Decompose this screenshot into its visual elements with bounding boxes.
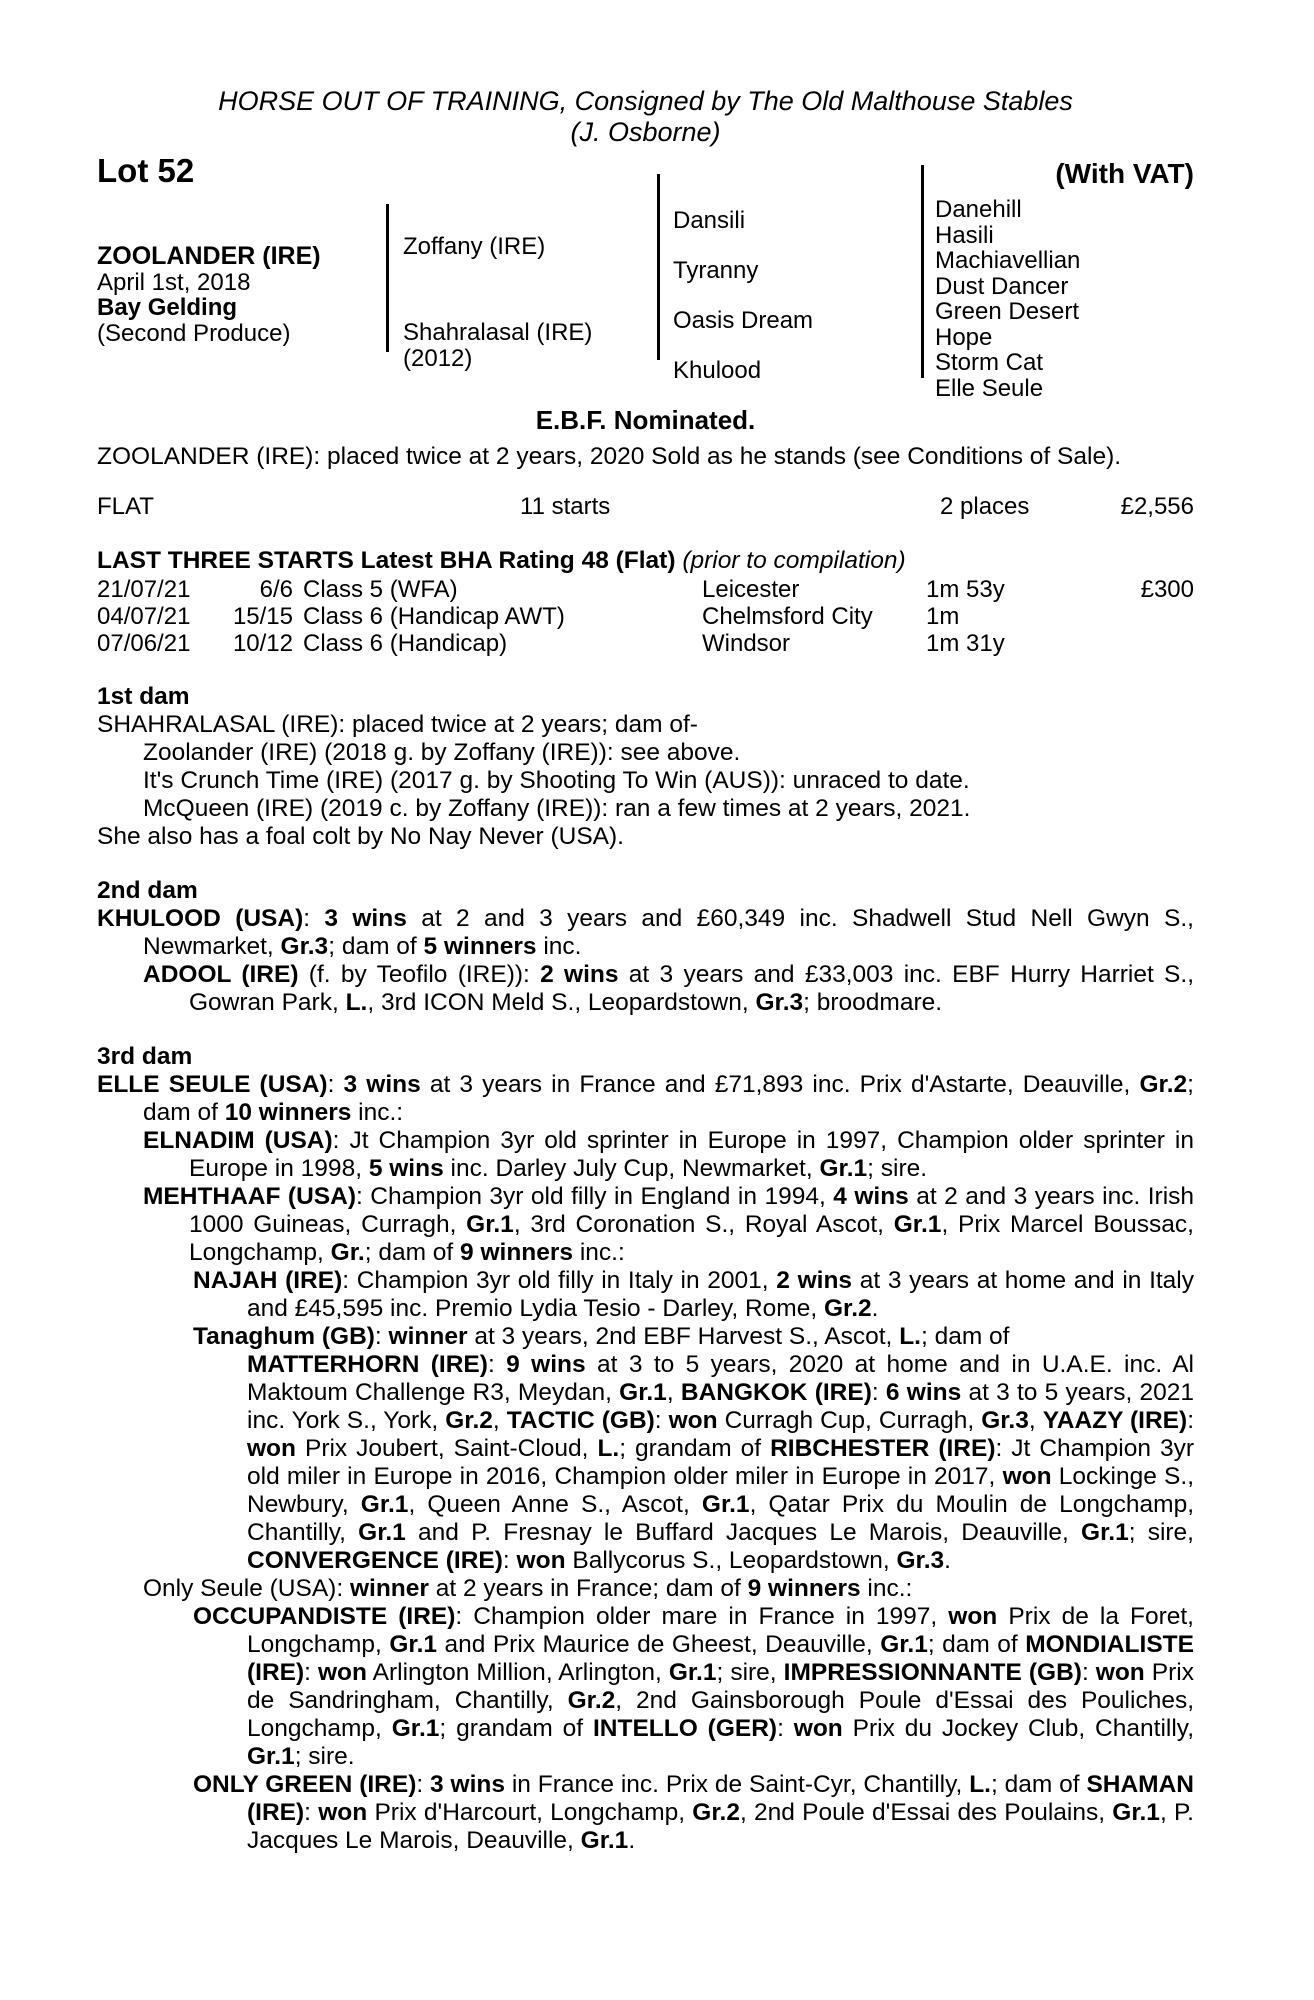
text-segment: : — [487, 1351, 507, 1378]
text-segment: at 3 years, 2nd EBF Harvest S., Ascot, — [467, 1323, 900, 1350]
pedigree-paragraph — [97, 1071, 1194, 1127]
record-earnings: £2,556 — [1120, 493, 1194, 520]
emphasised-text: Gr.1 — [1081, 1519, 1129, 1546]
text-segment: She also has a foal colt by No Nay Never (USA). — [97, 823, 624, 850]
text-segment: at 3 to 5 years, 2020 at home and in U.A.E. inc. Al Maktoum Challenge R3, Meydan, — [247, 1351, 1194, 1406]
ebf-nominated-label: E.B.F. Nominated. — [535, 405, 756, 435]
emphasised-text: BANGKOK (IRE) — [680, 1379, 872, 1406]
pedigree-ancestor: Oasis Dream — [673, 307, 814, 334]
text-segment: : — [303, 905, 325, 932]
text-segment: : — [416, 1771, 431, 1798]
record-starts: 11 starts — [520, 493, 611, 520]
emphasised-text: Gr.1 — [668, 1659, 717, 1686]
emphasised-text: won — [247, 1435, 296, 1462]
pedigree-divider-1 — [386, 204, 389, 352]
text-segment: : Champion 3yr old filly in England in 1994, — [355, 1183, 834, 1210]
pedigree-ancestor: Tyranny — [673, 257, 759, 284]
text-segment: SHAHRALASAL (IRE): placed twice at 2 years; dam of- — [97, 711, 698, 738]
text-segment: ZOOLANDER (IRE): placed twice at 2 years, 2020 Sold as he stands (see Conditions of Sale). — [97, 443, 1122, 470]
race-result-row — [97, 576, 1194, 603]
emphasised-text: Gr.2 — [567, 1687, 616, 1714]
text-segment: : — [871, 1379, 886, 1406]
emphasised-text: RIBCHESTER (IRE) — [770, 1435, 996, 1462]
emphasised-text: Gr.1 — [389, 1631, 438, 1658]
text-segment: ; sire, — [716, 1659, 784, 1686]
last-three-starts-subtitle: (prior to compilation) — [682, 547, 906, 574]
pedigree-ancestor: Danehill — [935, 196, 1022, 223]
pedigree-paragraph — [97, 739, 1194, 767]
race-date: 21/07/21 — [97, 576, 191, 603]
last-three-starts-heading — [97, 547, 1194, 575]
text-segment: Prix de Sandringham, Chantilly, — [247, 1659, 1194, 1714]
pedigree-paragraph — [97, 1603, 1194, 1771]
record-places: 2 places — [940, 493, 1030, 520]
race-course: Windsor — [702, 630, 791, 657]
emphasised-text: won — [516, 1547, 566, 1574]
emphasised-text: 3 wins — [324, 905, 407, 932]
text-segment: ; dam of — [927, 1631, 1026, 1658]
text-segment: . — [871, 1295, 879, 1322]
text-segment: It's Crunch Time (IRE) (2017 g. by Shooting To Win (AUS)): unraced to date. — [143, 767, 970, 794]
emphasised-text: winner — [349, 1575, 429, 1602]
emphasised-text: won — [793, 1715, 843, 1742]
pedigree-paragraph — [97, 1771, 1194, 1855]
pedigree-ancestor: Dust Dancer — [935, 272, 1069, 300]
emphasised-text: Tanaghum (GB) — [193, 1323, 375, 1350]
emphasised-text: MEHTHAAF (USA) — [143, 1183, 356, 1210]
text-segment: Ballycorus S., Leopardstown, — [565, 1547, 897, 1574]
text-segment: , Qatar Prix du Moulin de Longchamp, Chantilly, — [247, 1491, 1194, 1546]
emphasised-text: won — [668, 1407, 718, 1434]
emphasised-text: winner — [388, 1323, 468, 1350]
text-segment: , 3rd ICON Meld S., Leopardstown, — [367, 989, 756, 1016]
last-three-starts-table — [97, 576, 1194, 657]
emphasised-text: KHULOOD (USA) — [97, 905, 304, 932]
pedigree-table — [97, 152, 1194, 402]
race-distance: 1m — [926, 603, 960, 630]
pedigree-ancestor: Hasili — [935, 221, 994, 249]
pedigree-ancestor: Green Desert — [935, 298, 1080, 325]
text-segment: , 2nd Poule d'Essai des Poulains, — [739, 1799, 1113, 1826]
text-segment: inc.: — [351, 1099, 404, 1126]
text-segment: : — [1187, 1407, 1194, 1434]
text-segment: ; broodmare. — [803, 989, 943, 1016]
text-segment: at 2 and 3 years inc. Irish 1000 Guineas, Curragh, — [189, 1183, 1195, 1238]
emphasised-text: 3 wins — [343, 1071, 421, 1098]
race-date: 07/06/21 — [97, 630, 191, 657]
emphasised-text: Gr. — [330, 1239, 365, 1266]
text-segment: inc. — [536, 933, 582, 960]
vat-label: (With VAT) — [1055, 158, 1194, 189]
last-three-starts-title: LAST THREE STARTS Latest BHA Rating 48 (Flat) — [97, 547, 676, 574]
text-segment: : Champion 3yr old filly in Italy in 2001, — [342, 1267, 777, 1294]
record-places-earnings — [940, 493, 1194, 521]
text-segment: ; dam of — [328, 933, 424, 960]
text-segment: ; sire. — [867, 1155, 928, 1182]
lot-number: Lot 52 — [97, 152, 195, 189]
horse-foaling-date: April 1st, 2018 — [97, 268, 251, 296]
text-segment: Only Seule (USA): — [143, 1575, 350, 1602]
text-segment: Prix de la Foret, Longchamp, — [247, 1603, 1194, 1658]
pedigree-paragraph — [97, 905, 1194, 961]
text-segment: (f. by Teofilo (IRE)): — [298, 961, 541, 988]
race-race: Class 6 (Handicap AWT) — [303, 603, 565, 630]
pedigree-paragraph — [97, 1351, 1194, 1575]
emphasised-text: MONDIALISTE (IRE) — [247, 1631, 1194, 1686]
emphasised-text: ADOOL (IRE) — [143, 961, 299, 988]
text-segment: at 2 and 3 years and £60,349 inc. Shadwell Stud Nell Gwyn S., Newmarket, — [143, 905, 1194, 960]
pedigree-paragraph — [97, 1183, 1194, 1267]
dam-name — [403, 320, 592, 371]
text-segment: at 3 years and £33,003 inc. EBF Hurry Harriet S., Gowran Park, — [189, 961, 1195, 1016]
emphasised-text: MATTERHORN (IRE) — [247, 1351, 488, 1378]
text-segment: : — [502, 1547, 517, 1574]
emphasised-text: Gr.1 — [880, 1631, 928, 1658]
text-segment: ; sire, — [1128, 1519, 1194, 1546]
text-segment: McQueen (IRE) (2019 c. by Zoffany (IRE)): ran a few times at 2 years, 2021. — [143, 795, 971, 822]
text-segment: Curragh Cup, Curragh, — [717, 1407, 982, 1434]
race-prize — [1094, 603, 1194, 630]
text-segment: : — [777, 1715, 794, 1742]
emphasised-text: 10 winners — [224, 1099, 352, 1126]
pedigree-paragraph — [97, 711, 1194, 739]
race-date: 04/07/21 — [97, 603, 191, 630]
text-segment: : — [304, 1799, 319, 1826]
emphasised-text: L. — [345, 989, 368, 1016]
pedigree-ancestor: Khulood — [673, 357, 762, 384]
pedigree-paragraph — [97, 961, 1194, 1017]
text-segment: : Jt Champion 3yr old sprinter in Europe in 1997, Champion older sprinter in Europe in 1998, — [189, 1127, 1194, 1182]
race-course: Leicester — [702, 576, 800, 603]
text-segment: and P. Fresnay le Buffard Jacques Le Marois, Deauville, — [405, 1519, 1082, 1546]
text-segment: ; grandam of — [619, 1435, 771, 1462]
pedigree-generation-4 — [935, 197, 1080, 401]
emphasised-text: TACTIC (GB) — [506, 1407, 655, 1434]
race-race: Class 5 (WFA) — [303, 576, 458, 603]
emphasised-text: Gr.2 — [445, 1407, 493, 1434]
text-segment: inc. Darley July Cup, Newmarket, — [443, 1155, 820, 1182]
emphasised-text: IMPRESSIONNANTE (GB) — [783, 1659, 1082, 1686]
emphasised-text: L. — [969, 1771, 991, 1798]
emphasised-text: Gr.2 — [1139, 1071, 1188, 1098]
emphasised-text: won — [948, 1603, 998, 1630]
dam-sections — [97, 683, 1194, 1855]
text-segment: , — [492, 1407, 507, 1434]
emphasised-text: Gr.1 — [247, 1743, 295, 1770]
emphasised-text: Gr.2 — [692, 1799, 740, 1826]
emphasised-text: 5 wins — [368, 1155, 444, 1182]
race-distance: 1m 31y — [926, 630, 1005, 657]
pedigree-divider-2 — [657, 174, 660, 360]
text-segment: : — [654, 1407, 669, 1434]
text-segment: ; dam of — [990, 1771, 1087, 1798]
emphasised-text: Gr.3 — [981, 1407, 1029, 1434]
text-segment: , — [1028, 1407, 1043, 1434]
emphasised-text: Gr.3 — [280, 933, 329, 960]
text-segment: Prix du Jockey Club, Chantilly, — [842, 1715, 1195, 1742]
pedigree-paragraph — [97, 1575, 1194, 1603]
text-segment: Arlington Million, Arlington, — [367, 1659, 669, 1686]
dam-section-heading: 2nd dam — [97, 877, 198, 904]
pedigree-generation-3 — [673, 196, 813, 396]
text-segment: at 3 to 5 years, 2021 inc. York S., York, — [247, 1379, 1194, 1434]
emphasised-text: L. — [597, 1435, 620, 1462]
text-segment: inc.: — [860, 1575, 913, 1602]
emphasised-text: 9 wins — [506, 1351, 586, 1378]
pedigree-ancestor: Dansili — [673, 207, 746, 234]
pedigree-ancestor: Machiavellian — [935, 247, 1081, 274]
emphasised-text: Gr.1 — [466, 1211, 514, 1238]
race-race: Class 6 (Handicap) — [303, 630, 508, 657]
record-category: FLAT — [97, 493, 154, 520]
text-segment: Prix d'Harcourt, Longchamp, — [367, 1799, 693, 1826]
emphasised-text: NAJAH (IRE) — [193, 1267, 343, 1294]
emphasised-text: 9 winners — [460, 1239, 574, 1266]
race-course: Chelmsford City — [702, 603, 873, 630]
dam-name-text: Shahralasal (IRE) — [403, 319, 593, 346]
text-segment: Lockinge S., Newbury, — [247, 1463, 1194, 1518]
emphasised-text: won — [318, 1659, 367, 1686]
dam-section-heading: 3rd dam — [97, 1043, 193, 1070]
emphasised-text: 2 wins — [776, 1267, 853, 1294]
text-segment: in France inc. Prix de Saint-Cyr, Chantilly, — [504, 1771, 970, 1798]
pedigree-paragraph — [97, 767, 1194, 795]
emphasised-text: Gr.1 — [701, 1491, 750, 1518]
emphasised-text: ELLE SEULE (USA) — [97, 1071, 328, 1098]
text-segment: inc.: — [573, 1239, 625, 1266]
pedigree-paragraph — [97, 823, 1194, 851]
pedigree-paragraph — [97, 1267, 1194, 1323]
emphasised-text: SHAMAN (IRE) — [247, 1771, 1194, 1826]
text-segment: ; dam of — [143, 1071, 1194, 1126]
emphasised-text: Gr.1 — [1112, 1799, 1160, 1826]
text-segment: ; sire. — [294, 1743, 355, 1770]
text-segment: : — [1081, 1659, 1096, 1686]
emphasised-text: 4 wins — [833, 1183, 909, 1210]
emphasised-text: L. — [899, 1323, 921, 1350]
race-pos: 15/15 — [232, 603, 293, 630]
text-segment: Prix Joubert, Saint-Cloud, — [296, 1435, 598, 1462]
text-segment: , P. Jacques Le Marois, Deauville, — [247, 1799, 1194, 1854]
horse-details — [97, 244, 321, 346]
text-segment: at 3 years at home and in Italy and £45,595 inc. Premio Lydia Tesio - Darley, Rome, — [247, 1267, 1194, 1322]
text-segment: : — [374, 1323, 389, 1350]
race-result-row — [97, 630, 1194, 657]
text-segment: : Champion older mare in France in 1997, — [455, 1603, 949, 1630]
race-pos: 6/6 — [259, 576, 293, 603]
horse-colour-sex: Bay Gelding — [97, 294, 238, 321]
text-segment: : — [304, 1659, 318, 1686]
emphasised-text: ONLY GREEN (IRE) — [193, 1771, 417, 1798]
emphasised-text: 6 wins — [885, 1379, 962, 1406]
text-segment: , 3rd Coronation S., Royal Ascot, — [513, 1211, 894, 1238]
emphasised-text: Gr.1 — [580, 1827, 629, 1854]
text-segment: . — [628, 1827, 636, 1854]
text-segment: : — [327, 1071, 344, 1098]
text-segment: : Jt Champion 3yr old miler in Europe in 2016, Champion older miler in Europe in 2017, — [247, 1435, 1194, 1490]
text-segment: , Prix Marcel Boussac, Longchamp, — [189, 1211, 1194, 1266]
emphasised-text: Gr.2 — [823, 1295, 872, 1322]
text-segment: ; grandam of — [439, 1715, 593, 1742]
emphasised-text: Gr.1 — [360, 1491, 409, 1518]
race-result-row — [97, 603, 1194, 630]
dam-section-heading: 1st dam — [97, 683, 190, 710]
race-prize — [1094, 630, 1194, 657]
pedigree-paragraph — [97, 1323, 1194, 1351]
text-segment: at 2 years in France; dam of — [428, 1575, 748, 1602]
race-distance: 1m 53y — [926, 576, 1005, 603]
dam-year: (2012) — [403, 344, 473, 372]
text-segment: at 3 years in France and £71,893 inc. Prix d'Astarte, Deauville, — [420, 1071, 1140, 1098]
horse-produce-note: (Second Produce) — [97, 319, 291, 347]
text-segment: . — [944, 1547, 951, 1574]
emphasised-text: CONVERGENCE (IRE) — [247, 1547, 503, 1574]
text-segment: , Queen Anne S., Ascot, — [408, 1491, 702, 1518]
race-record-summary — [97, 493, 1194, 521]
text-segment: ; dam of — [364, 1239, 461, 1266]
sale-note — [97, 443, 1194, 471]
race-pos: 10/12 — [232, 630, 293, 657]
emphasised-text: Gr.1 — [358, 1519, 406, 1546]
emphasised-text: 5 winners — [423, 933, 537, 960]
emphasised-text: Gr.3 — [755, 989, 804, 1016]
emphasised-text: 9 winners — [747, 1575, 861, 1602]
consignment-line: HORSE OUT OF TRAINING, Consigned by The Old Malthouse Stables — [218, 86, 1073, 116]
sire-name: Zoffany (IRE) — [403, 233, 546, 260]
emphasised-text: won — [1002, 1463, 1052, 1490]
text-segment: and Prix Maurice de Gheest, Deauville, — [437, 1631, 881, 1658]
consignor-line: (J. Osborne) — [570, 117, 721, 147]
pedigree-paragraph — [97, 795, 1194, 823]
emphasised-text: YAAZY (IRE) — [1042, 1407, 1188, 1434]
horse-name: ZOOLANDER (IRE) — [97, 242, 321, 270]
pedigree-divider-3 — [921, 165, 924, 378]
text-segment: , — [666, 1379, 681, 1406]
emphasised-text: Gr.1 — [819, 1155, 868, 1182]
race-prize: £300 — [1140, 576, 1194, 603]
emphasised-text: 2 wins — [540, 961, 619, 988]
emphasised-text: INTELLO (GER) — [593, 1715, 778, 1742]
emphasised-text: won — [318, 1799, 368, 1826]
text-segment: ; dam of — [920, 1323, 1010, 1350]
emphasised-text: Gr.1 — [893, 1211, 942, 1238]
consignment-header — [97, 86, 1194, 148]
emphasised-text: Gr.1 — [391, 1715, 440, 1742]
emphasised-text: OCCUPANDISTE (IRE) — [193, 1603, 456, 1630]
emphasised-text: won — [1095, 1659, 1145, 1686]
text-segment: Zoolander (IRE) (2018 g. by Zoffany (IRE)): see above. — [143, 739, 741, 766]
emphasised-text: ELNADIM (USA) — [143, 1127, 333, 1154]
emphasised-text: Gr.3 — [896, 1547, 945, 1574]
pedigree-paragraph — [97, 1127, 1194, 1183]
pedigree-ancestor: Elle Seule — [935, 374, 1044, 402]
emphasised-text: Gr.1 — [619, 1379, 667, 1406]
text-segment: , 2nd Gainsborough Poule d'Essai des Pouliches, Longchamp, — [247, 1687, 1194, 1742]
pedigree-ancestor: Storm Cat — [935, 349, 1044, 376]
emphasised-text: 3 wins — [430, 1771, 505, 1798]
pedigree-ancestor: Hope — [935, 323, 993, 351]
